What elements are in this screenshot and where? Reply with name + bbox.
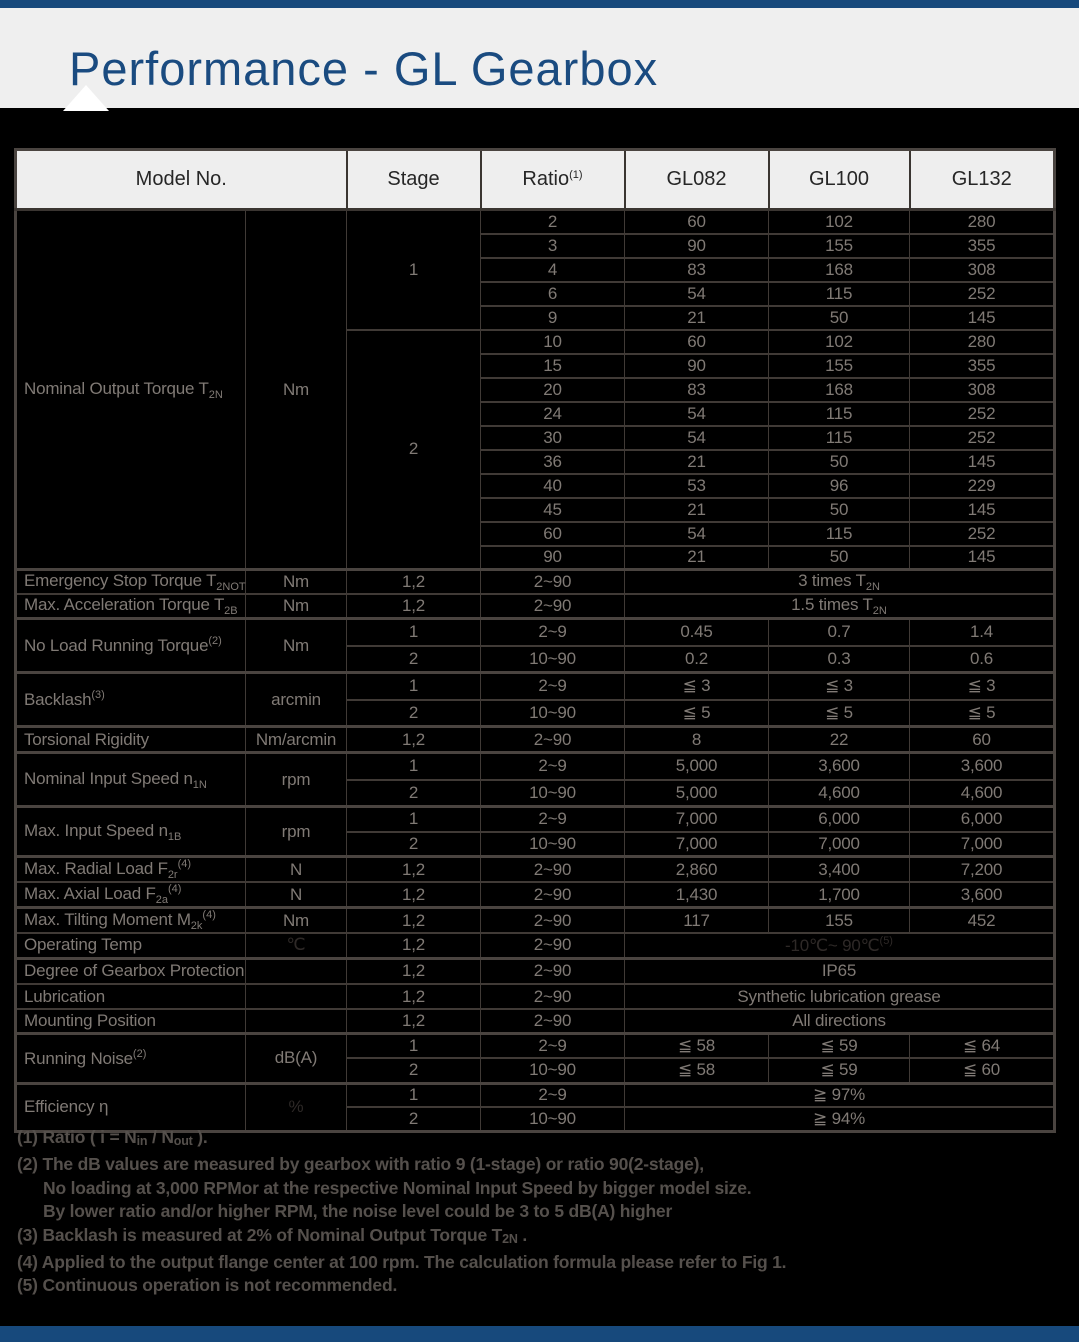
footnote-2-cont: By lower ratio and/or higher RPM, the noise level could be 3 to 5 dB(A) higher (43, 1201, 673, 1222)
row-label-backlash: Backlash$^{(3)}$ (16, 673, 246, 727)
stage-cell: 1,2 (347, 857, 481, 883)
ratio-cell: 9 (481, 306, 625, 330)
footnote-5: (5) Continuous operation is not recommended. (17, 1275, 398, 1296)
value-cell: ≦ 58 (625, 1033, 769, 1058)
value-cell: 1.4 (910, 619, 1055, 646)
row-label-max-axial-load: Max. Axial Load $F_{2a}^{(4)}$ (16, 882, 246, 908)
row-label-running-noise: Running Noise$^{(2)}$ (16, 1033, 246, 1083)
ratio-cell: 10 (481, 330, 625, 354)
ratio-cell: 10~90 (481, 832, 625, 857)
table-row (16, 594, 1055, 619)
ratio-cell: 2~90 (481, 727, 625, 753)
value-cell: 1,700 (769, 882, 910, 908)
value-cell: 0.6 (910, 646, 1055, 673)
value-cell: 145 (910, 306, 1055, 330)
spec-table (14, 148, 1056, 1133)
value-cell: 6,000 (910, 807, 1055, 832)
row-label-nominal-output-torque: Nominal Output Torque $T_{2N}$ (16, 210, 246, 570)
value-cell: 102 (769, 330, 910, 354)
ratio-cell: 60 (481, 522, 625, 546)
ratio-cell: 3 (481, 234, 625, 258)
ratio-cell: 2 (481, 210, 625, 234)
value-cell: 4,600 (769, 780, 910, 807)
value-cell: ≦ 5 (769, 700, 910, 727)
value-cell: 115 (769, 522, 910, 546)
ratio-cell: 2~9 (481, 619, 625, 646)
col-header-stage: Stage (347, 150, 481, 210)
ratio-cell: 10~90 (481, 700, 625, 727)
ratio-footnote-sup: (1) (569, 169, 583, 181)
ratio-cell: 2~9 (481, 673, 625, 700)
value-cell: 0.45 (625, 619, 769, 646)
stage-cell: 2 (347, 330, 481, 570)
value-cell: ≦ 59 (769, 1033, 910, 1058)
stage-cell: 1,2 (347, 984, 481, 1009)
ratio-cell: 45 (481, 498, 625, 522)
value-cell: 50 (769, 306, 910, 330)
stage-cell: 2 (347, 780, 481, 807)
stage-cell: 1 (347, 619, 481, 646)
footnote-1: (1) Ratio ( i = Nin / Nout ). (17, 1127, 208, 1148)
value-cell: 280 (910, 330, 1055, 354)
value-cell: 3,600 (910, 882, 1055, 908)
table-row (16, 753, 1055, 780)
value-cell: 50 (769, 450, 910, 474)
ratio-cell: 2~90 (481, 857, 625, 883)
value-cell: 96 (769, 474, 910, 498)
row-label-nominal-input-speed: Nominal Input Speed $n_{1N}$ (16, 753, 246, 807)
stage-cell: 1,2 (347, 727, 481, 753)
value-cell: 145 (910, 498, 1055, 522)
value-cell: 4,600 (910, 780, 1055, 807)
ratio-cell: 2~90 (481, 882, 625, 908)
unit-cell: Nm (246, 210, 347, 570)
table-row (16, 673, 1055, 700)
row-label-gearbox-protection: Degree of Gearbox Protection (16, 958, 246, 984)
value-cell: 7,000 (625, 832, 769, 857)
value-cell: ≦ 3 (769, 673, 910, 700)
value-cell: 83 (625, 258, 769, 282)
value-cell: 5,000 (625, 780, 769, 807)
unit-cell: Nm (246, 594, 347, 619)
stage-cell: 1,2 (347, 882, 481, 908)
value-cell: 5,000 (625, 753, 769, 780)
ratio-cell: 2~90 (481, 958, 625, 984)
ratio-cell: 6 (481, 282, 625, 306)
row-label-mounting-position: Mounting Position (16, 1009, 246, 1033)
value-cell: 308 (910, 378, 1055, 402)
value-cell: 155 (769, 234, 910, 258)
row-label-emergency-stop-torque: Emergency Stop Torque $T_{2NOT}$ (16, 570, 246, 595)
value-cell: 54 (625, 426, 769, 450)
value-cell: All directions (625, 1009, 1055, 1033)
col-header-gl100: GL100 (769, 150, 910, 210)
footnote-2: (2) The dB values are measured by gearbox with ratio 9 (1-stage) or ratio 90(2-stage), (17, 1154, 704, 1175)
unit-cell: Nm (246, 619, 347, 673)
table-row (16, 857, 1055, 883)
stage-cell: 2 (347, 1058, 481, 1083)
table-row (16, 727, 1055, 753)
value-cell: 102 (769, 210, 910, 234)
ratio-cell: 20 (481, 378, 625, 402)
table-row (16, 619, 1055, 646)
table-row (16, 958, 1055, 984)
table-row (16, 1083, 1055, 1107)
value-cell: 54 (625, 282, 769, 306)
ratio-cell: 2~90 (481, 1009, 625, 1033)
ratio-cell: 10~90 (481, 1058, 625, 1083)
table-row (16, 882, 1055, 908)
stage-cell: 1,2 (347, 594, 481, 619)
unit-cell: arcmin (246, 673, 347, 727)
stage-cell: 1 (347, 1083, 481, 1107)
value-cell: Synthetic lubrication grease (625, 984, 1055, 1009)
unit-cell: N (246, 882, 347, 908)
stage-cell: 1 (347, 210, 481, 330)
value-cell: 115 (769, 426, 910, 450)
table-row (16, 570, 1055, 595)
value-cell: 50 (769, 498, 910, 522)
value-cell: ≦ 60 (910, 1058, 1055, 1083)
stage-cell: 1 (347, 753, 481, 780)
stage-cell: 1,2 (347, 908, 481, 934)
value-cell: 7,000 (625, 807, 769, 832)
value-cell: 252 (910, 402, 1055, 426)
unit-cell: Nm (246, 570, 347, 595)
value-cell: ≦ 3 (625, 673, 769, 700)
table-row (16, 210, 1055, 234)
stage-cell: 1,2 (347, 570, 481, 595)
value-cell: 7,000 (769, 832, 910, 857)
value-cell: 145 (910, 546, 1055, 570)
stage-cell: 1,2 (347, 1009, 481, 1033)
value-cell: 452 (910, 908, 1055, 934)
value-cell: 0.7 (769, 619, 910, 646)
stage-cell: 1 (347, 673, 481, 700)
value-cell: 83 (625, 378, 769, 402)
unit-cell: % (246, 1083, 347, 1131)
header-band (0, 8, 1079, 108)
ratio-cell: 2~9 (481, 1083, 625, 1107)
value-cell: 54 (625, 402, 769, 426)
ratio-cell: 2~9 (481, 807, 625, 832)
ratio-cell: 10~90 (481, 1107, 625, 1131)
value-cell: 252 (910, 426, 1055, 450)
stage-cell: 2 (347, 646, 481, 673)
ratio-cell: 15 (481, 354, 625, 378)
unit-cell: Nm/arcmin (246, 727, 347, 753)
value-cell: 2,860 (625, 857, 769, 883)
header-row (16, 150, 1055, 210)
value-cell: 60 (625, 330, 769, 354)
table-row (16, 1033, 1055, 1058)
row-label-max-radial-load: Max. Radial Load $F_{2r}^{(4)}$ (16, 857, 246, 883)
value-cell: ≧ 97% (625, 1083, 1055, 1107)
stage-cell: 2 (347, 700, 481, 727)
value-cell: 3,600 (769, 753, 910, 780)
unit-cell (246, 1009, 347, 1033)
value-cell: 60 (625, 210, 769, 234)
stage-cell: 1 (347, 1033, 481, 1058)
value-cell: 90 (625, 234, 769, 258)
stage-cell: 1,2 (347, 933, 481, 958)
ratio-cell: 2~90 (481, 984, 625, 1009)
stage-cell: 2 (347, 1107, 481, 1131)
table-row (16, 933, 1055, 958)
value-cell: 0.3 (769, 646, 910, 673)
ratio-cell: 4 (481, 258, 625, 282)
value-cell: 0.2 (625, 646, 769, 673)
value-cell: 1.5 times $T_{2N}$ (625, 594, 1055, 619)
page-title: Performance - GL Gearbox (69, 42, 659, 95)
row-label-efficiency: Efficiency η (16, 1083, 246, 1131)
unit-cell: rpm (246, 753, 347, 807)
value-cell: -10℃~ 90℃$^{(5)}$ (625, 933, 1055, 958)
value-cell: 7,200 (910, 857, 1055, 883)
value-cell: 117 (625, 908, 769, 934)
value-cell: ≦ 64 (910, 1033, 1055, 1058)
value-cell: 229 (910, 474, 1055, 498)
ratio-cell: 2~9 (481, 1033, 625, 1058)
row-label-lubrication: Lubrication (16, 984, 246, 1009)
value-cell: 115 (769, 282, 910, 306)
ratio-cell: 2~9 (481, 753, 625, 780)
ratio-cell: 90 (481, 546, 625, 570)
value-cell: 21 (625, 498, 769, 522)
row-label-torsional-rigidity: Torsional Rigidity (16, 727, 246, 753)
unit-cell (246, 958, 347, 984)
value-cell: 21 (625, 546, 769, 570)
value-cell: 90 (625, 354, 769, 378)
ratio-cell: 10~90 (481, 780, 625, 807)
value-cell: 168 (769, 378, 910, 402)
row-label-max-acceleration-torque: Max. Acceleration Torque $T_{2B}$ (16, 594, 246, 619)
table-row (16, 1009, 1055, 1033)
value-cell: 355 (910, 354, 1055, 378)
unit-cell: dB(A) (246, 1033, 347, 1083)
value-cell: 22 (769, 727, 910, 753)
value-cell: 1,430 (625, 882, 769, 908)
footnote-2-cont: No loading at 3,000 RPMor at the respective Nominal Input Speed by bigger model size. (43, 1177, 752, 1198)
ratio-cell: 40 (481, 474, 625, 498)
ratio-cell: 2~90 (481, 570, 625, 595)
value-cell: IP65 (625, 958, 1055, 984)
stage-cell: 1 (347, 807, 481, 832)
value-cell: 252 (910, 282, 1055, 306)
table-row (16, 908, 1055, 934)
value-cell: 252 (910, 522, 1055, 546)
ratio-cell: 36 (481, 450, 625, 474)
value-cell: 308 (910, 258, 1055, 282)
value-cell: ≦ 58 (625, 1058, 769, 1083)
value-cell: 155 (769, 908, 910, 934)
value-cell: 8 (625, 727, 769, 753)
value-cell: 355 (910, 234, 1055, 258)
ratio-cell: 24 (481, 402, 625, 426)
value-cell: 115 (769, 402, 910, 426)
footnotes (17, 1126, 1062, 1298)
footnote-4: (4) Applied to the output flange center at 100 rpm. The calculation formula please refer to Fig 1. (17, 1252, 787, 1273)
ratio-cell: 2~90 (481, 908, 625, 934)
value-cell: 3 times $T_{2N}$ (625, 570, 1055, 595)
unit-cell: ℃ (246, 933, 347, 958)
row-label-max-input-speed: Max. Input Speed $n_{1B}$ (16, 807, 246, 857)
value-cell: 3,600 (910, 753, 1055, 780)
ratio-cell: 2~90 (481, 594, 625, 619)
value-cell: 21 (625, 450, 769, 474)
value-cell: ≧ 94% (625, 1107, 1055, 1131)
stage-cell: 1,2 (347, 958, 481, 984)
unit-cell: N (246, 857, 347, 883)
row-label-operating-temp: Operating Temp (16, 933, 246, 958)
value-cell: ≦ 5 (910, 700, 1055, 727)
value-cell: 50 (769, 546, 910, 570)
table-row (16, 984, 1055, 1009)
unit-cell: Nm (246, 908, 347, 934)
value-cell: 280 (910, 210, 1055, 234)
value-cell: 21 (625, 306, 769, 330)
value-cell: 54 (625, 522, 769, 546)
ratio-cell: 2~90 (481, 933, 625, 958)
ratio-cell: 30 (481, 426, 625, 450)
value-cell: 168 (769, 258, 910, 282)
value-cell: ≦ 3 (910, 673, 1055, 700)
value-cell: 155 (769, 354, 910, 378)
bottom-accent-bar (0, 1326, 1079, 1342)
value-cell: 60 (910, 727, 1055, 753)
col-header-ratio: Ratio$^{(1)}$ (481, 150, 625, 210)
footnote-3: (3) Backlash is measured at 2% of Nominal Output Torque T2N . (17, 1224, 528, 1246)
row-label-max-tilting-moment: Max. Tilting Moment $M_{2k}^{(4)}$ (16, 908, 246, 934)
value-cell: 145 (910, 450, 1055, 474)
value-cell: 6,000 (769, 807, 910, 832)
triangle-marker-icon (63, 85, 109, 111)
value-cell: ≦ 59 (769, 1058, 910, 1083)
table-row (16, 807, 1055, 832)
col-header-gl132: GL132 (910, 150, 1055, 210)
value-cell: ≦ 5 (625, 700, 769, 727)
row-label-no-load-running-torque: No Load Running Torque$^{(2)}$ (16, 619, 246, 673)
unit-cell: rpm (246, 807, 347, 857)
value-cell: 3,400 (769, 857, 910, 883)
unit-cell (246, 984, 347, 1009)
ratio-cell: 10~90 (481, 646, 625, 673)
stage-cell: 2 (347, 832, 481, 857)
col-header-model: Model No. (16, 150, 347, 210)
top-accent-bar (0, 0, 1079, 8)
col-header-gl082: GL082 (625, 150, 769, 210)
value-cell: 53 (625, 474, 769, 498)
value-cell: 7,000 (910, 832, 1055, 857)
